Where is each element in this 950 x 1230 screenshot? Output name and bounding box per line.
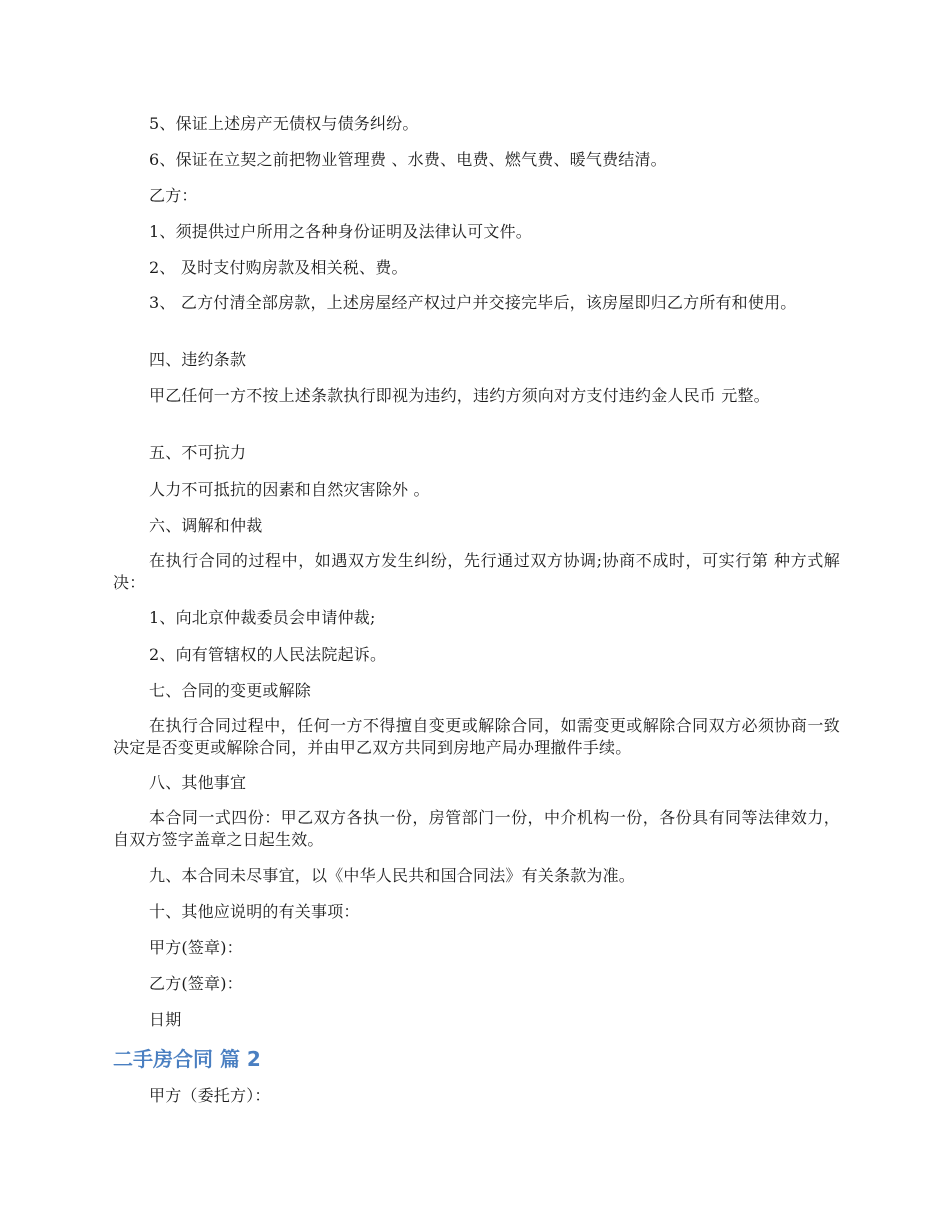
- paragraph: 九、本合同未尽事宜，以《中华人民共和国合同法》有关条款为准。: [149, 866, 636, 885]
- paragraph: 5、保证上述房产无债权与债务纠纷。: [149, 114, 419, 133]
- paragraph: 本合同一式四份：甲乙双方各执一份，房管部门一份，中介机构一份，各份具有同等法律效力，自双方签字盖章之日起生效。: [113, 808, 840, 849]
- signature-line: 乙方(签章)：: [149, 974, 243, 993]
- paragraph: 1、向北京仲裁委员会申请仲裁;: [149, 608, 376, 627]
- paragraph: 3、 乙方付清全部房款，上述房屋经产权过户并交接完毕后，该房屋即归乙方所有和使用。: [149, 293, 797, 312]
- paragraph: 2、 及时支付购房款及相关税、费。: [149, 258, 408, 277]
- paragraph: 1、须提供过户所用之各种身份证明及法律认可文件。: [149, 222, 532, 241]
- paragraph: 乙方：: [149, 186, 198, 205]
- section-title: 五、不可抗力: [149, 443, 247, 462]
- paragraph: 人力不可抵抗的因素和自然灾害除外 。: [149, 480, 430, 499]
- section-heading: 二手房合同 篇 2: [113, 1047, 261, 1071]
- paragraph: 甲方（委托方）：: [149, 1086, 271, 1105]
- section-title: 八、其他事宜: [149, 773, 247, 792]
- paragraph: 2、向有管辖权的人民法院起诉。: [149, 645, 387, 664]
- section-title: 七、合同的变更或解除: [149, 681, 312, 700]
- section-title: 六、调解和仲裁: [149, 516, 263, 535]
- date-line: 日期: [149, 1010, 182, 1029]
- paragraph: 在执行合同过程中，任何一方不得擅自变更或解除合同，如需变更或解除合同双方必须协商一致决定是否变更或解除合同，并由甲乙双方共同到房地产局办理撤件手续。: [113, 716, 840, 757]
- signature-line: 甲方(签章)：: [149, 938, 243, 957]
- paragraph: 甲乙任何一方不按上述条款执行即视为违约，违约方须向对方支付违约金人民币 元整。: [149, 386, 770, 405]
- paragraph: 6、保证在立契之前把物业管理费 、水费、电费、燃气费、暖气费结清。: [149, 150, 667, 169]
- paragraph: 在执行合同的过程中，如遇双方发生纠纷，先行通过双方协调;协商不成时，可实行第 种方式解决：: [113, 551, 840, 592]
- section-title: 四、违约条款: [149, 350, 247, 369]
- paragraph: 十、其他应说明的有关事项：: [149, 902, 360, 921]
